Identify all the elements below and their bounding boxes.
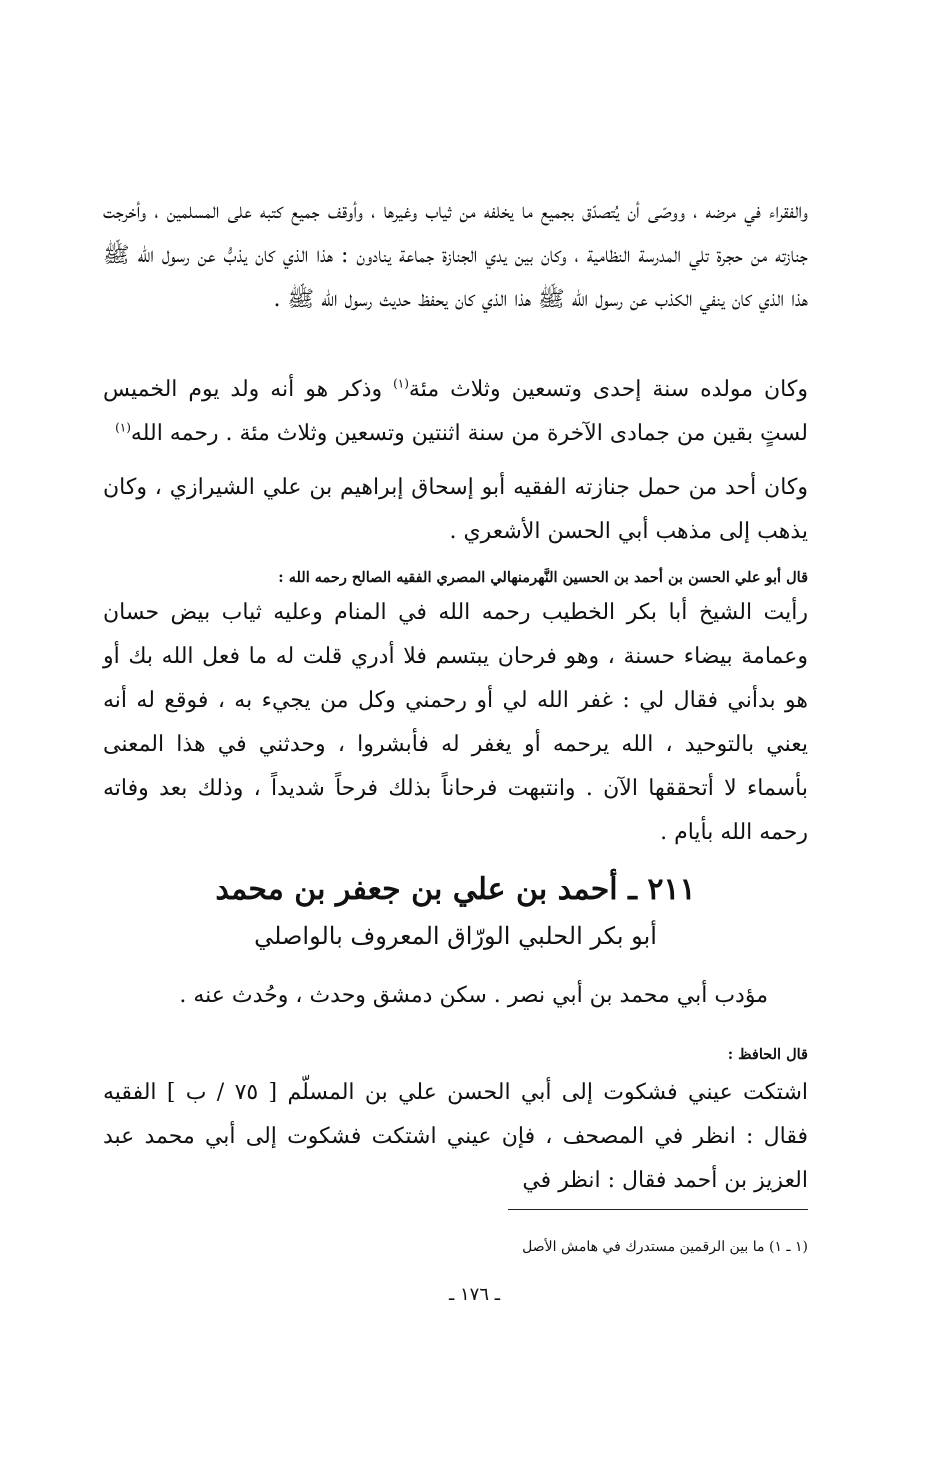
footnote-mark-close: (١) — [115, 420, 131, 435]
paragraph-birth-part-b: وذكر هو أنه ولد يوم الخميس لستٍ بقين من جمادى الآخرة من سنة اثنتين وتسعين وثلاث مئة . رحمه الله — [103, 377, 808, 446]
narrator-heading: قال أبو علي الحسن بن أحمد بن الحسين النَّهرمنهالي المصري الفقيه الصالح رحمه الله : — [278, 569, 808, 586]
paragraph-eye-complaint: اشتكت عيني فشكوت إلى أبي الحسن علي بن المسلّم [ ٧٥ / ب ] الفقيه فقال : انظر في المصحف ، فإن عيني اشتكت فشكوت إلى أبي محمد عبد العزيز بن أحمد فقال : انظر في — [103, 1080, 808, 1193]
biography-title: ٢١١ ـ أحمد بن علي بن جعفر بن محمد — [215, 872, 696, 907]
footnote-divider — [508, 1209, 808, 1210]
paragraph-funeral: والفقراء في مرضه ، ووصّى أن يُتصدّق بجميع ما يخلفه من ثياب وغيرها ، وأوقف جميع كتبه على المسلمين ، وأخرجت جنازته من حجرة تلي المدرسة النظامية ، وكان بين يدي الجنازة جماعة ينادون : هذا الذي كان يذبُّ عن رسول الله ﷺ هذا الذي كان ينفي الكذب عن رسول الله ﷺ هذا الذي كان يحفظ حديث رسول الله ﷺ . — [103, 199, 808, 312]
footnote: (١ ـ ١) ما بين الرقمين مستدرك في هامش الأصل — [522, 1239, 808, 1255]
page-number: ـ ١٧٦ ـ — [448, 1284, 500, 1305]
paragraph-biography-intro: مؤدب أبي محمد بن أبي نصر . سكن دمشق وحدث ، وحُدث عنه . — [179, 983, 768, 1008]
paragraph-birth-part-a: وكان مولده سنة إحدى وتسعين وثلاث مئة — [408, 377, 808, 402]
biography-subtitle: أبو بكر الحلبي الورّاق المعروف بالواصلي — [254, 922, 657, 950]
hafiz-heading: قال الحافظ : — [727, 1046, 808, 1063]
footnote-mark-open: (١) — [393, 376, 409, 391]
paragraph-funeral-bearer: وكان أحد من حمل جنازته الفقيه أبو إسحاق إبراهيم بن علي الشيرازي ، وكان يذهب إلى مذهب أبي الحسن الأشعري . — [103, 475, 808, 544]
paragraph-dream: رأيت الشيخ أبا بكر الخطيب رحمه الله في المنام وعليه ثياب بيض حسان وعمامة بيضاء حسنة ، وهو فرحان يبتسم فلا أدري قلت له ما فعل الله بك أو هو بدأني فقال لي : غفر الله لي أو رحمني وكل من يجيء به ، فوقع له أنه يعني بالتوحيد ، الله يرحمه أو يغفر له فأبشروا ، وحدثني في هذا المعنى بأسماء لا أتحققها الآن . وانتبهت فرحاناً بذلك فرحاً شديداً ، وذلك بعد وفاته رحمه الله بأيام . — [103, 600, 808, 845]
paragraph-birth — [103, 368, 808, 456]
